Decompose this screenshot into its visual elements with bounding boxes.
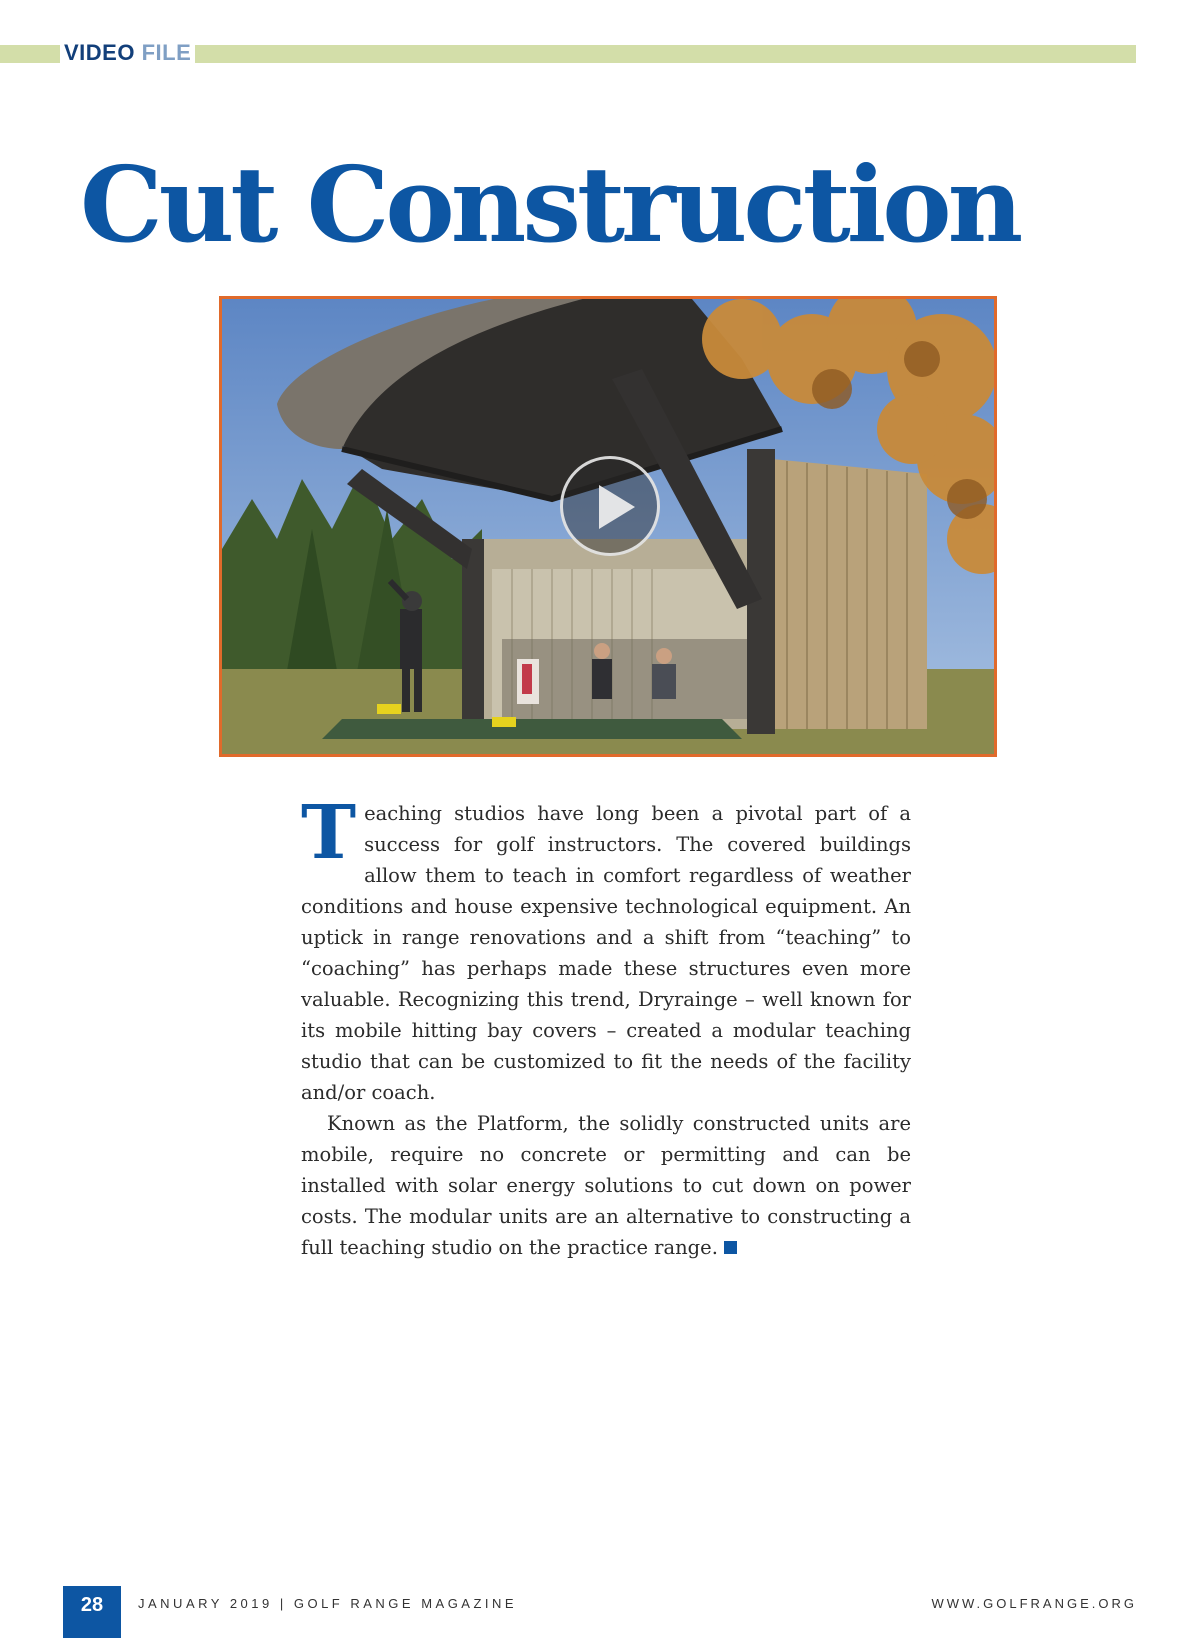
play-button[interactable] [560,456,660,556]
footer-issue: JANUARY 2019 | GOLF RANGE MAGAZINE [138,1596,518,1611]
section-label-file: FILE [141,40,192,65]
play-icon [599,485,635,529]
section-label-video: VIDEO [64,40,135,65]
video-player[interactable] [219,296,997,757]
article-body [301,790,911,1263]
end-of-article-square-icon [724,1241,737,1254]
section-label [60,39,195,67]
article-paragraph-1 [301,790,911,1108]
page-number: 28 [63,1586,121,1638]
footer-website-link[interactable]: WWW.GOLFRANGE.ORG [931,1596,1137,1611]
article-paragraph-1-text: eaching studios have long been a pivotal part of a success for golf instructors. The covered buildings allow them to teach in comfort regardless of weather conditions and house expensive technological equipment. An uptick in range renovations and a shift from “teaching” to “coaching” has perhaps made these structures even more valuable. Recognizing this trend, Dryrainge – well known for its mobile hitting bay covers – created a modular teaching studio that can be customized to fit the needs of the facility and/or coach. [301,802,911,1104]
drop-cap: T [301,790,357,876]
article-paragraph-2 [301,1108,911,1263]
article-paragraph-2-text: Known as the Platform, the solidly constructed units are mobile, require no concrete or permitting and can be installed with solar energy solutions to cut down on power costs. The modular units are an alternative to constructing a full teaching studio on the practice range. [301,1112,911,1259]
headline: Cut Construction [80,143,1020,266]
